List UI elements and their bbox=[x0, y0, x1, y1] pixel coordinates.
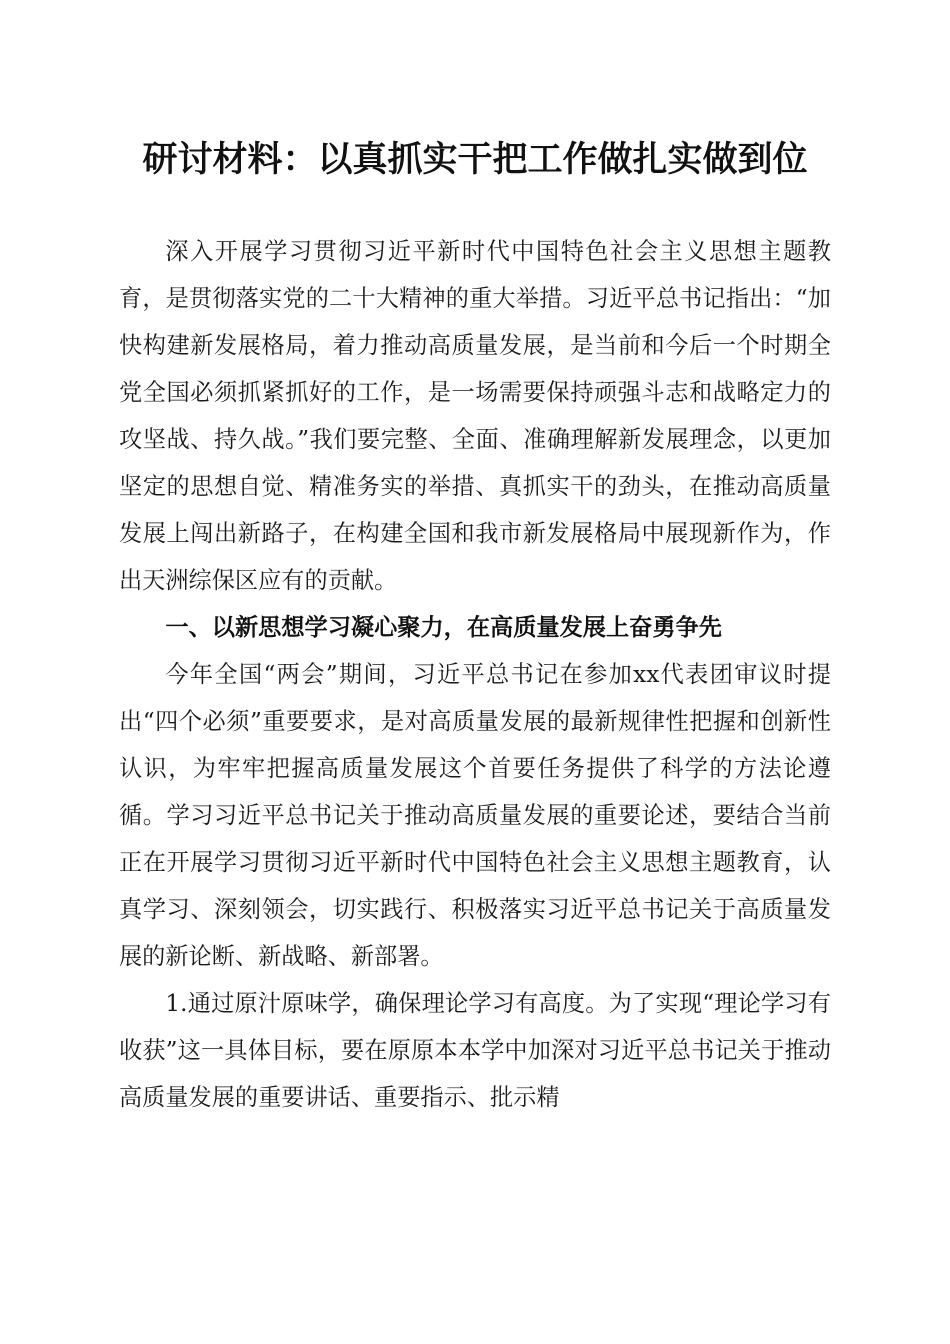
page-title: 研讨材料：以真抓实干把工作做扎实做到位 bbox=[142, 139, 808, 180]
intro-paragraph: 深入开展学习贯彻习近平新时代中国特色社会主义思想主题教育，是贯彻落实党的二十大精神的重大举措。习近平总书记指出：“加快构建新发展格局，着力推动高质量发展，是当前和今后一个时期全党全国必须抓紧抓好的工作，是一场需要保持顽强斗志和战略定力的攻坚战、持久战。”我们要完整、全面、准确理解新发展理念，以更加坚定的思想自觉、精准务实的举措、真抓实干的劲头，在推动高质量发展上闯出新路子，在构建全国和我市新发展格局中展现新作为，作出天洲综保区应有的贡献。 bbox=[119, 238, 831, 594]
subsection-1-paragraph: 1.通过原汁原味学，确保理论学习有高度。为了实现“理论学习有收获”这一具体目标，要在原原本本学中加深对习近平总书记关于推动高质量发展的重要讲话、重要指示、批示精 bbox=[119, 990, 831, 1111]
section-1-paragraph: 今年全国“两会”期间，习近平总书记在参加xx代表团审议时提出“四个必须”重要要求，是对高质量发展的最新规律性把握和创新性认识，为牢牢把握高质量发展这个首要任务提供了科学的方法论遵循。学习习近平总书记关于推动高质量发展的重要论述，要结合当前正在开展学习贯彻习近平新时代中国特色社会主义思想主题教育，认真学习、深刻领会，切实践行、积极落实习近平总书记关于高质量发展的新论断、新战略、新部署。 bbox=[119, 661, 831, 970]
section-heading-1: 一、以新思想学习凝心聚力，在高质量发展上奋勇争先 bbox=[165, 614, 722, 641]
document-body bbox=[119, 228, 831, 1121]
